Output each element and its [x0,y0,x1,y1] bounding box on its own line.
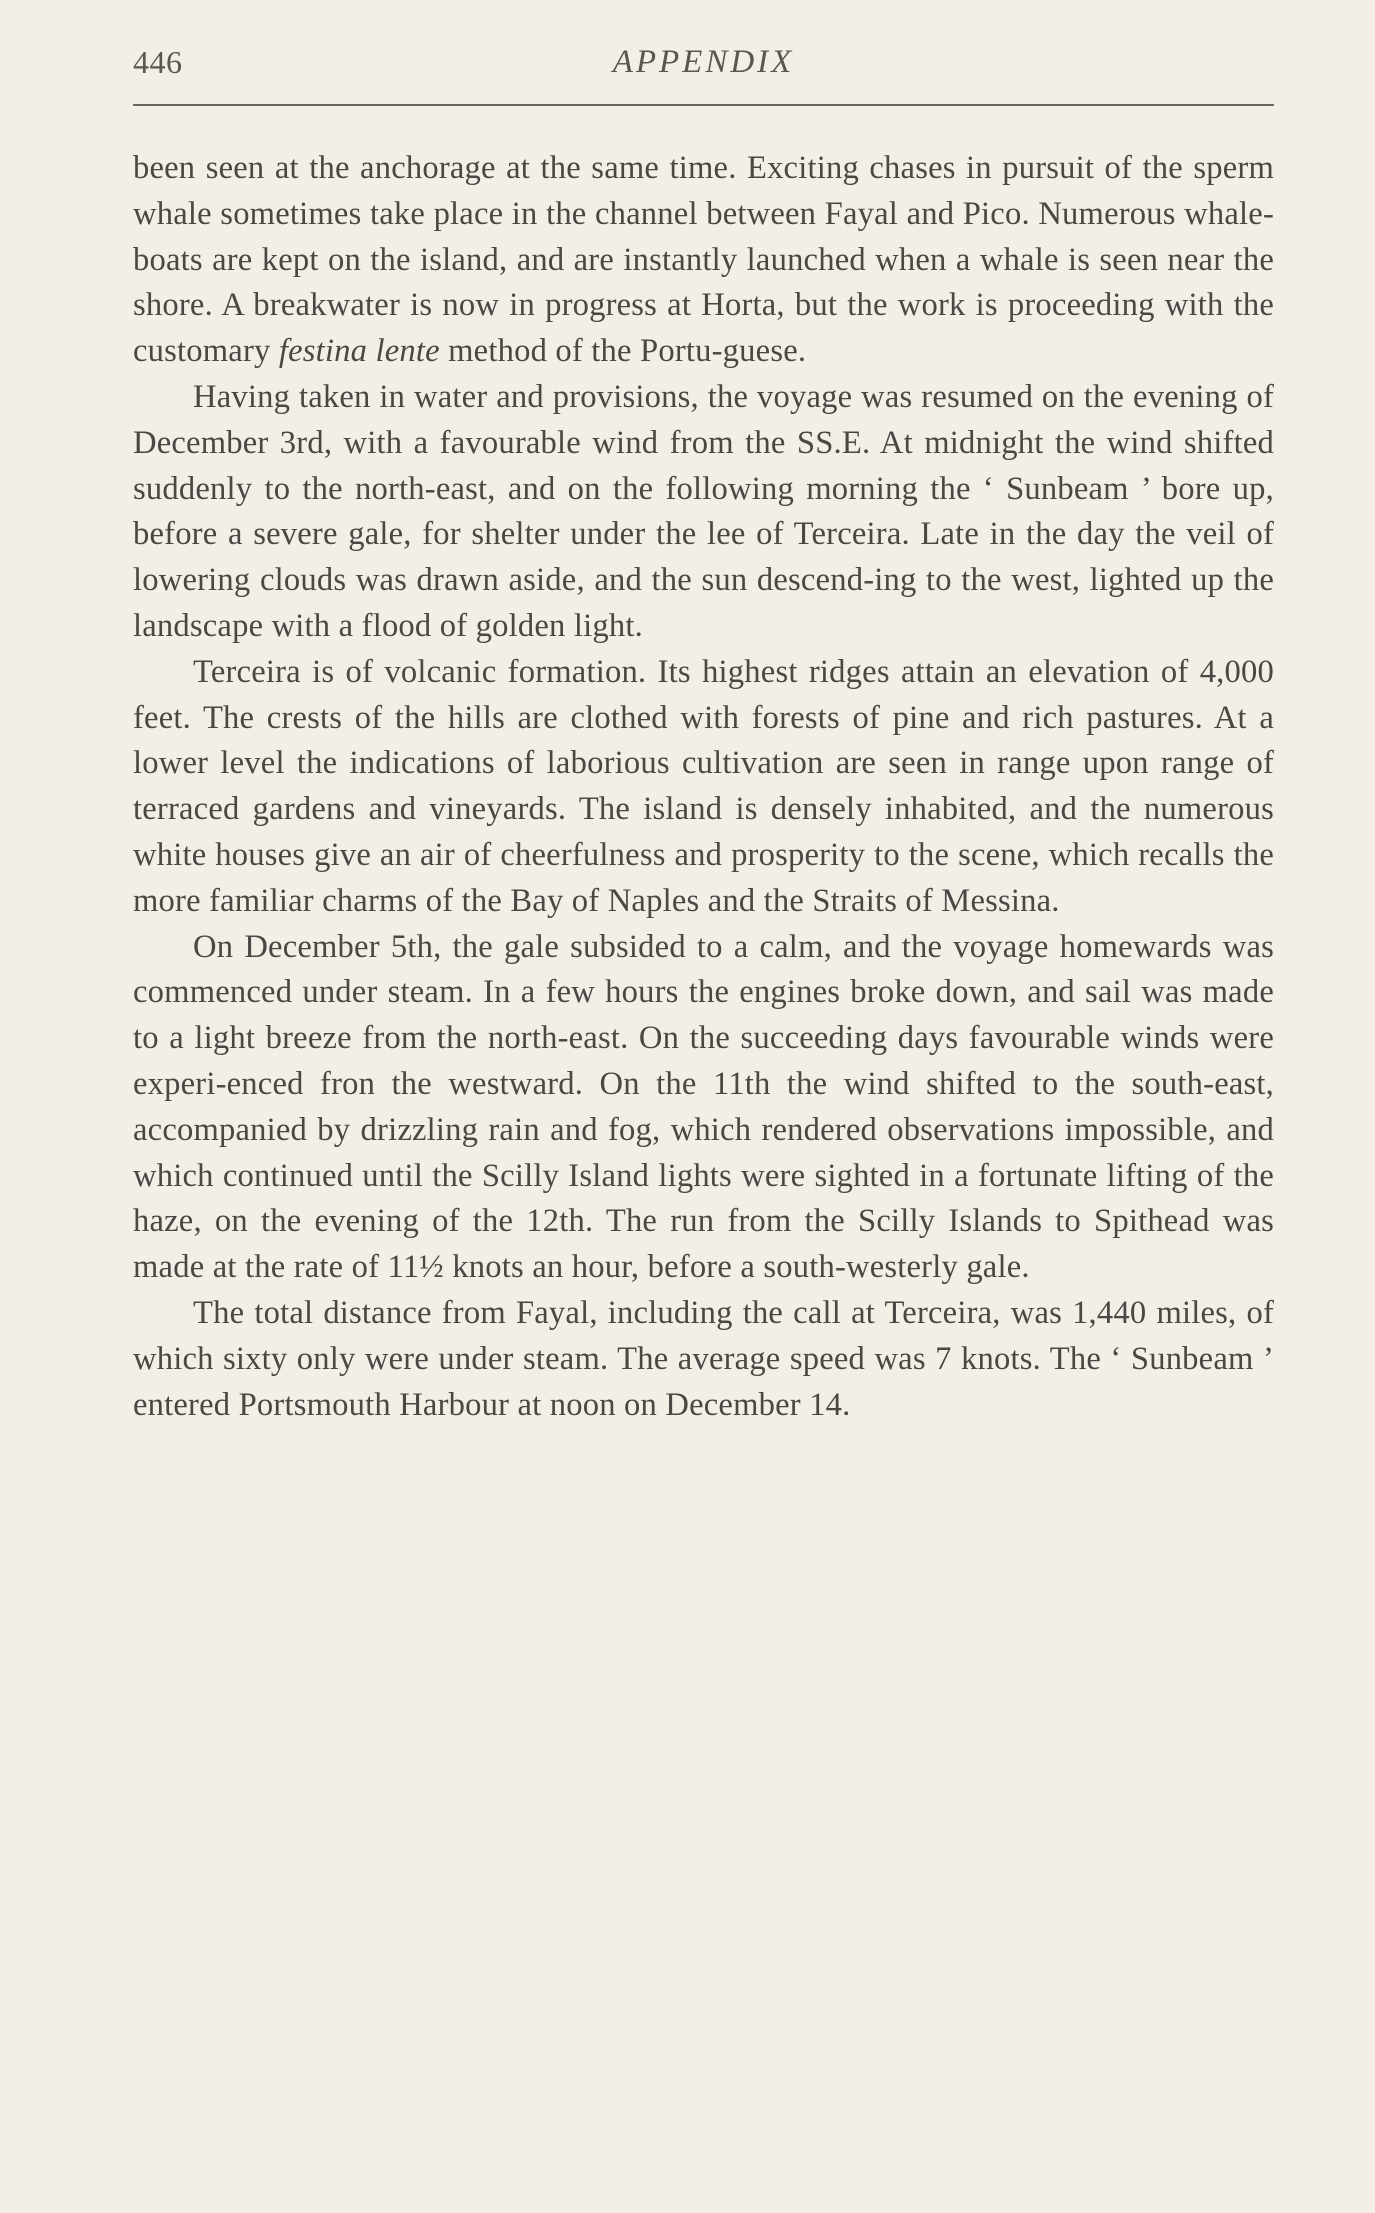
latin-phrase: festina lente [278,333,440,370]
header-rule [133,104,1274,106]
body-text [133,146,1274,1428]
paragraph-1-text: been seen at the anchorage at the same time. Exciting chases in pursuit of the sperm whale sometimes take place in the channel between Fayal and Pico. Numerous whale-boats are kept on the island, and are instantly launched when a whale is seen near the shore. A breakwater is now in progress at Horta, but the work is proceeding with the customary [133,150,1274,370]
paragraph-2: Having taken in water and provisions, the voyage was resumed on the evening of December 3rd, with a favourable wind from the SS.E. At midnight the wind shifted suddenly to the north-east, and on the following morning the ‘ Sunbeam ’ bore up, before a severe gale, for shelter under the lee of Terceira. Late in the day the veil of lowering clouds was drawn aside, and the sun descend-ing to the west, lighted up the landscape with a flood of golden light. [133,378,1274,644]
paragraph-5: The total distance from Fayal, including the call at Terceira, was 1,440 miles, of which sixty only were under steam. The average speed was 7 knots. The ‘ Sunbeam ’ entered Portsmouth Harbour at noon on December 14. [133,1294,1274,1423]
page-number: 446 [133,44,183,80]
paragraph-4: On December 5th, the gale subsided to a calm, and the voyage homewards was commenced under steam. In a few hours the engines broke down, and sail was made to a light breeze from the north-east. On the succeeding days favourable winds were experi-enced fron the westward. On the 11th the wind shifted to the south-east, accompanied by drizzling rain and fog, which rendered observations impossible, and which continued until the Scilly Island lights were sighted in a fortunate lifting of the haze, on the evening of the 12th. The run from the Scilly Islands to Spithead was made at the rate of 11½ knots an hour, before a south-westerly gale. [133,928,1274,1286]
running-head [133,44,1274,94]
paragraph-3: Terceira is of volcanic formation. Its highest ridges attain an elevation of 4,000 feet. The crests of the hills are clothed with forests of pine and rich pastures. At a lower level the indications of laborious cultivation are seen in range upon range of terraced gardens and vineyards. The island is densely inhabited, and the numerous white houses give an air of cheerfulness and prosperity to the scene, which recalls the more familiar charms of the Bay of Naples and the Straits of Messina. [133,653,1274,919]
paragraph-1 [133,146,1274,375]
running-title: APPENDIX [612,44,795,80]
paragraph-1-end: method of the Portu-guese. [439,333,807,370]
